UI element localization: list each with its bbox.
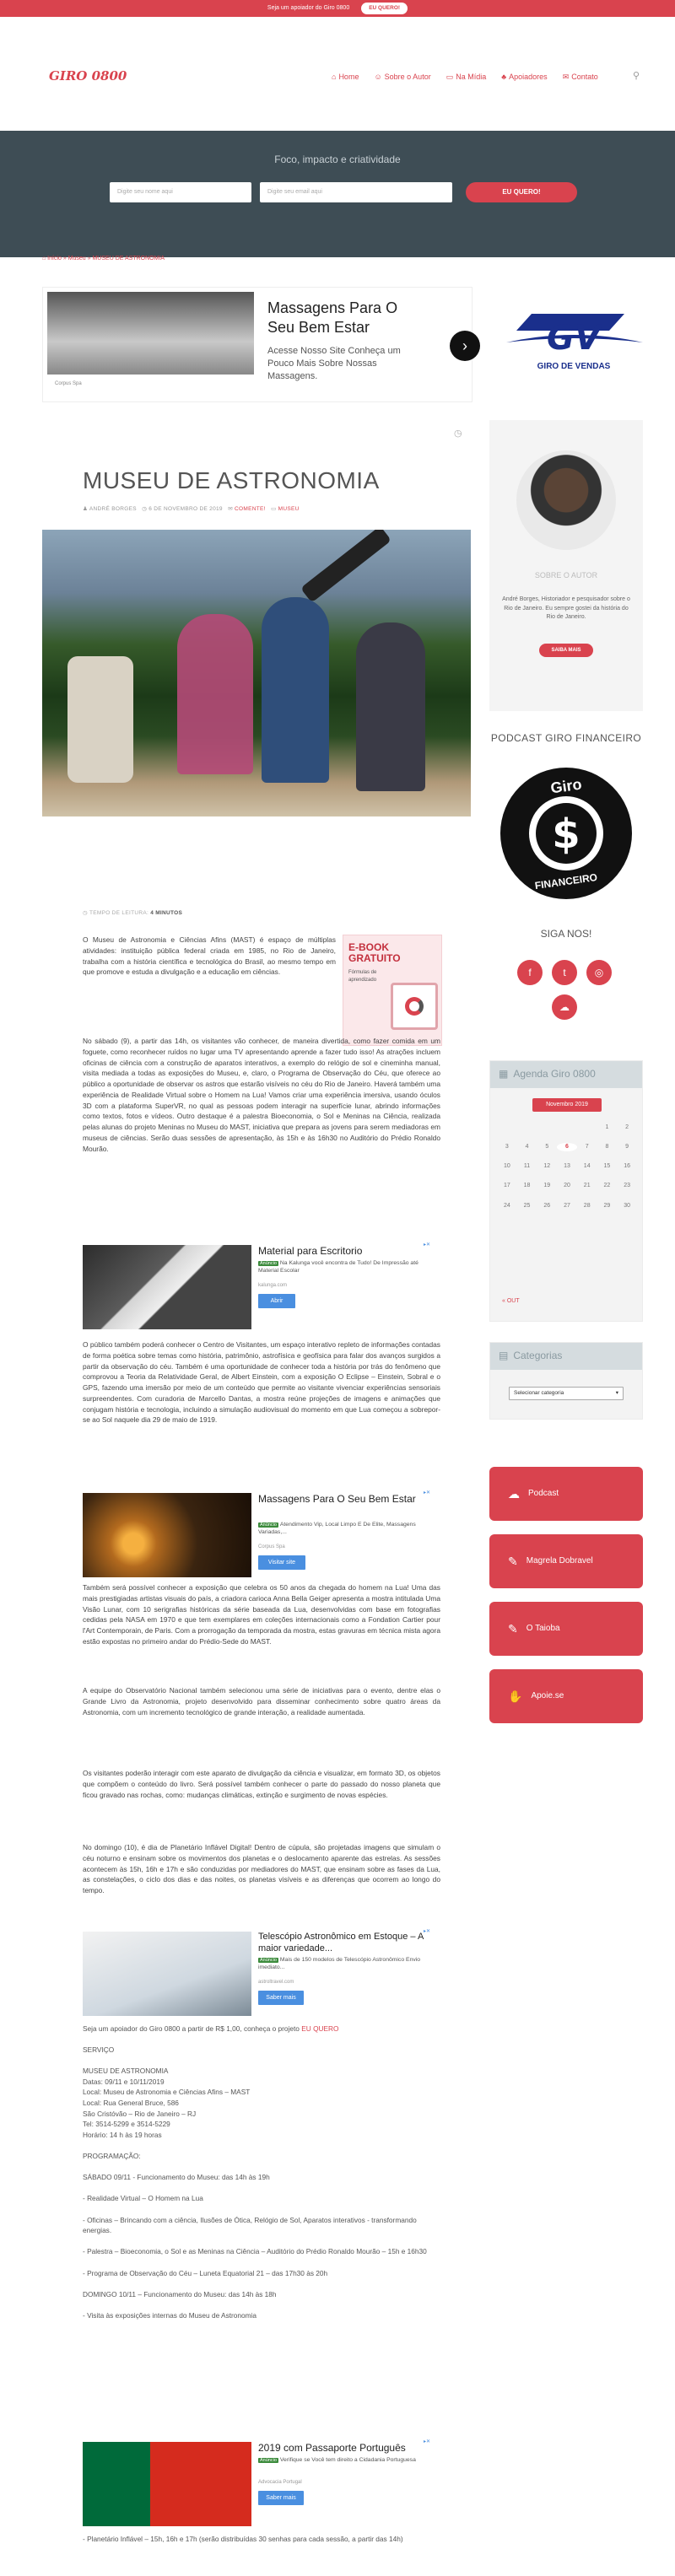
advertisement-kalunga[interactable] bbox=[83, 1242, 430, 1329]
ad-line: Anúncio Atendimento Vip, Local Limpo E De Elite, Massagens Variadas,... bbox=[258, 1522, 416, 1535]
svg-text:GV: GV bbox=[547, 319, 601, 358]
visitor-figure bbox=[262, 597, 329, 783]
calendar-day[interactable]: 8 bbox=[605, 1144, 609, 1151]
nav-item-home[interactable] bbox=[332, 72, 359, 83]
ebook-subtitle: Fórmulas de aprendizado bbox=[348, 970, 377, 983]
categories-title: Categorias bbox=[513, 1350, 563, 1362]
nav-label: Home bbox=[338, 73, 359, 81]
giro-de-vendas-logo[interactable] bbox=[498, 302, 650, 386]
comment-icon: ✉ bbox=[228, 506, 235, 512]
ebook-screen-icon bbox=[391, 983, 438, 1030]
service-line: Tel: 3514-5299 e 3514-5229 bbox=[83, 2120, 170, 2129]
pencil-icon: ✎ bbox=[508, 1554, 518, 1568]
calendar-day[interactable]: 22 bbox=[603, 1183, 611, 1189]
categories-header bbox=[490, 1343, 642, 1370]
nav-item-contact[interactable] bbox=[563, 72, 598, 83]
service-line: Datas: 09/11 e 10/11/2019 bbox=[83, 2077, 165, 2086]
ad-image bbox=[47, 292, 254, 375]
ad-button[interactable]: Saber mais bbox=[258, 2491, 304, 2505]
post-comments-link[interactable]: COMENTE! bbox=[235, 506, 266, 512]
author-icon: ♟ bbox=[83, 506, 89, 512]
service-line: SÁBADO 09/11 - Funcionamento do Museu: das 14h às 19h bbox=[83, 2173, 270, 2182]
calendar-day bbox=[577, 1124, 597, 1132]
calendar-day[interactable]: 9 bbox=[625, 1144, 629, 1151]
calendar-day[interactable]: 14 bbox=[583, 1163, 591, 1170]
nav-label: Na Mídia bbox=[456, 73, 487, 81]
calendar-day[interactable]: 20 bbox=[564, 1183, 570, 1189]
calendar-day[interactable]: 21 bbox=[583, 1183, 591, 1189]
advertisement-telescope[interactable] bbox=[83, 1929, 430, 2016]
ad-image bbox=[83, 1245, 251, 1329]
support-text: Seja um apoiador do Giro 0800 a partir de R$ 1,00, conheça o projeto bbox=[83, 2024, 300, 2033]
follow-title: SIGA NOS! bbox=[540, 928, 592, 940]
calendar-grid bbox=[497, 1124, 637, 1210]
clock-icon: ◷ bbox=[83, 910, 89, 916]
ad-brand: Corpus Spa bbox=[55, 381, 82, 386]
calendar-day[interactable]: 1 bbox=[605, 1124, 609, 1130]
ad-image bbox=[83, 1493, 251, 1577]
telescope-shape bbox=[300, 530, 392, 603]
ad-image bbox=[83, 1932, 251, 2016]
ad-url: Advocacia Portugal bbox=[258, 2480, 302, 2485]
calendar-day[interactable]: 12 bbox=[543, 1163, 551, 1170]
sidebar-link-magrela[interactable] bbox=[489, 1534, 643, 1588]
visitor-figure bbox=[356, 622, 425, 791]
calendar-day[interactable]: 3 bbox=[505, 1144, 509, 1151]
chair-shape bbox=[68, 656, 133, 783]
reading-value: 4 MINUTOS bbox=[150, 910, 183, 916]
service-line: Horário: 14 h às 19 horas bbox=[83, 2130, 162, 2139]
reading-time bbox=[83, 909, 182, 917]
soundcloud-icon[interactable]: ☁ bbox=[552, 994, 577, 1020]
service-line bbox=[83, 2278, 437, 2289]
advertisement-spa[interactable] bbox=[83, 1490, 430, 1577]
ad-url: astroltravel.com bbox=[258, 1980, 294, 1985]
ad-button[interactable]: Abrir bbox=[258, 1294, 295, 1308]
group-icon: ♣ bbox=[501, 73, 507, 81]
ad-choices-icon[interactable]: ▸✕ bbox=[423, 1929, 430, 1934]
calendar-day[interactable]: 18 bbox=[523, 1183, 531, 1189]
calendar-day bbox=[517, 1124, 537, 1132]
service-last-line: - Planetário Inflável – 15h, 16h e 17h (serão distribuídas 30 senhas para cada sessão, a partir das 14h) bbox=[83, 2535, 403, 2543]
nav-item-media[interactable] bbox=[446, 72, 487, 83]
post-author[interactable]: ANDRÉ BORGES bbox=[89, 506, 137, 512]
instagram-icon[interactable]: ◎ bbox=[586, 960, 612, 985]
paragraph-4: Também será possível conhecer a exposição que celebra os 50 anos da chegada do homem na Lua! Uma das mais prestigiadas artistas visuais do país, a criadora carioca Anna Bella Geiger apresenta a mostra intitulada Uma Visão Lunar, com 10 serigrafias históricas da série baseada da Lua, desenvolvidas com base em fotografias cedidas pela NASA em 1970 e que tem exemplares em coleções internacionais como a Fondation Cartier pour l'Art Contemporain, de Paris. Com a prorrogação da temporada da mostra, estas gravuras em técnica mista agora estão expostas no primeiro andar do Prédio-Sede do MAST. bbox=[83, 1583, 440, 1646]
nav-label: Apoiadores bbox=[509, 73, 548, 81]
ad-title: Telescópio Astronômico em Estoque – A maior variedade... bbox=[258, 1932, 424, 1954]
facebook-icon[interactable]: f bbox=[517, 960, 543, 985]
sidebar-link-label: Podcast bbox=[528, 1488, 559, 1498]
giro-financeiro-logo[interactable] bbox=[496, 763, 636, 903]
calendar-day[interactable]: 11 bbox=[523, 1163, 531, 1170]
service-line: Local: Rua General Bruce, 586 bbox=[83, 2099, 179, 2108]
service-line bbox=[83, 2257, 437, 2268]
gv-caption: GIRO DE VENDAS bbox=[537, 362, 611, 371]
service-line bbox=[83, 2300, 437, 2311]
hero-tagline: Foco, impacto e criatividade bbox=[274, 154, 401, 165]
author-bio: André Borges, Historiador e pesquisador sobre o Rio de Janeiro. Eu sempre gostei da história do Rio de Janeiro. bbox=[502, 596, 630, 620]
svg-text:$: $ bbox=[552, 811, 580, 858]
calendar-header bbox=[490, 1061, 642, 1088]
visitor-figure bbox=[177, 614, 253, 774]
ebook-title: E-BOOK GRATUITO bbox=[348, 941, 401, 965]
service-line bbox=[83, 2162, 437, 2173]
author-widget bbox=[489, 420, 643, 711]
author-more-button[interactable]: SAIBA MAIS bbox=[539, 644, 593, 657]
service-line: PROGRAMAÇÃO: bbox=[83, 2152, 141, 2161]
calendar-day[interactable]: 16 bbox=[624, 1163, 631, 1170]
ad-arrow-icon[interactable]: › bbox=[450, 331, 480, 361]
nav-label: Sobre o Autor bbox=[384, 73, 431, 81]
calendar-day[interactable]: 15 bbox=[603, 1163, 611, 1170]
name-input[interactable]: Digite seu nome aqui bbox=[110, 182, 251, 202]
breadcrumb[interactable]: ⌂ Início » Museu » MUSEU DE ASTRONOMIA bbox=[42, 256, 165, 261]
post-date: 6 DE NOVEMBRO DE 2019 bbox=[148, 506, 223, 512]
clock-icon: ◷ bbox=[454, 428, 462, 439]
support-line bbox=[83, 2024, 437, 2034]
calendar-day[interactable]: 27 bbox=[564, 1202, 570, 1209]
social-links bbox=[510, 960, 619, 1020]
sidebar-link-podcast[interactable] bbox=[489, 1467, 643, 1521]
user-icon: ☺ bbox=[374, 73, 382, 81]
sidebar-link-label: Magrela Dobravel bbox=[526, 1555, 593, 1566]
service-line: - Realidade Virtual – O Homem na Lua bbox=[83, 2194, 203, 2203]
giro-top-text: Giro bbox=[549, 775, 583, 797]
ad-choices-icon[interactable]: ▸✕ bbox=[423, 1242, 430, 1248]
twitter-icon[interactable]: t bbox=[552, 960, 577, 985]
ad-title: Massagens Para O Seu Bem Estar bbox=[258, 1493, 416, 1505]
email-input[interactable]: Digite seu email aqui bbox=[260, 182, 452, 202]
pencil-icon: ✎ bbox=[508, 1621, 518, 1636]
folder-icon: ▤ bbox=[499, 1350, 509, 1362]
service-line: São Cristóvão – Rio de Janeiro – RJ bbox=[83, 2109, 197, 2118]
top-announcement-bar bbox=[0, 0, 675, 17]
post-meta bbox=[83, 505, 300, 513]
calendar-day[interactable]: 29 bbox=[603, 1202, 611, 1209]
home-icon: ⌂ bbox=[332, 73, 337, 81]
gv-logo-graphic bbox=[498, 302, 650, 386]
calendar-day bbox=[537, 1124, 557, 1132]
ad-title: Material para Escritorio bbox=[258, 1245, 363, 1257]
categories-widget bbox=[489, 1342, 643, 1420]
sidebar-link-label: Apoie.se bbox=[531, 1690, 564, 1700]
ebook-banner[interactable] bbox=[343, 935, 442, 1046]
calendar-widget bbox=[489, 1060, 643, 1322]
top-advertisement[interactable] bbox=[42, 287, 472, 402]
category-select[interactable]: Selecionar categoria ▾ bbox=[509, 1387, 624, 1400]
calendar-day[interactable]: 5 bbox=[545, 1144, 549, 1151]
calendar-month: Novembro 2019 bbox=[532, 1098, 602, 1112]
service-line: - Palestra – Bioeconomia, o Sol e as Meninas na Ciência – Auditório do Prédio Ronaldo Mourão – 15h e 16h30 bbox=[83, 2247, 427, 2256]
nav-item-about[interactable] bbox=[374, 72, 430, 83]
paragraph-3: O público também poderá conhecer o Centro de Visitantes, um espaço interativo repleto de informações contadas de forma poética sobre temas como história, patrimônio, astrofísica e geofísica para falar dos avanços surgidos a partir da observação do céu. Também é uma oportunidade de conhecer toda a história por trás do fenômeno que comprovou a Teoria da Relatividade Geral, de Albert Einstein, com a exposição O Eclipse – Einstein, Sobral e o GPS, fazendo uma imersão por meio de um conteúdo que permite ao visitante vivenciar experiências sensoriais surpreendentes. Com curadoria de Marcello Dantas, a mostra reúne projeções de imagens e animações que conjugam história e tecnologia, incluindo a simulação audiovisual do momento em que Lua começou a sobrepor-se ao Sol naquele dia 29 de maio de 1919. bbox=[83, 1340, 440, 1425]
search-icon[interactable]: ⚲ bbox=[633, 71, 640, 81]
sidebar-link-taioba[interactable] bbox=[489, 1602, 643, 1656]
calendar-day[interactable]: 25 bbox=[523, 1202, 531, 1209]
hand-icon: ✋ bbox=[508, 1689, 523, 1703]
calendar-day bbox=[497, 1124, 517, 1132]
ad-line: Anúncio Na Kalunga você encontra de Tudo! De Impressão até Material Escolar bbox=[258, 1260, 418, 1274]
calendar-day[interactable]: 10 bbox=[503, 1163, 510, 1170]
service-line: DOMINGO 10/11 – Funcionamento do Museu: das 14h às 18h bbox=[83, 2289, 277, 2298]
paragraph-5: A equipe do Observatório Nacional também selecionou uma série de iniciativas para o evento, dentre elas o Grande Livro da Astronomia, projeto desenvolvido para disseminar conhecimento sobre quatro áreas da Astronomia, com um incremento tecnológico de grande interação, a realidade aumentada. bbox=[83, 1686, 440, 1716]
service-line bbox=[83, 2236, 437, 2247]
newsletter-hero bbox=[0, 131, 675, 257]
reading-label: TEMPO DE LEITURA: bbox=[89, 910, 149, 916]
date-icon: ◷ bbox=[142, 506, 149, 512]
service-line: Local: Museu de Astronomia e Ciências Afins – MAST bbox=[83, 2088, 251, 2097]
service-line bbox=[83, 2183, 437, 2194]
service-line: - Programa de Observação do Céu – Luneta Equatorial 21 – das 17h30 às 20h bbox=[83, 2268, 328, 2277]
calendar-day[interactable]: 26 bbox=[543, 1202, 551, 1209]
calendar-day[interactable]: 24 bbox=[503, 1202, 510, 1209]
ad-line: Anúncio Mais de 150 modelos de Telescópio Astronômico Envio imediato... bbox=[258, 1957, 421, 1970]
ad-button[interactable]: Visitar site bbox=[258, 1555, 305, 1570]
tv-icon: ▭ bbox=[446, 73, 454, 81]
ad-title: 2019 com Passaporte Português bbox=[258, 2442, 406, 2454]
service-line: - Visita às exposições internas do Museu de Astronomia bbox=[83, 2311, 256, 2320]
calendar-day[interactable]: 28 bbox=[583, 1202, 591, 1209]
ad-choices-icon[interactable]: ▸✕ bbox=[423, 1490, 430, 1495]
site-logo[interactable]: GIRO 0800 bbox=[49, 68, 127, 84]
ad-line: Anúncio Verifique se Você tem direito a Cidadania Portuguesa bbox=[260, 2457, 416, 2463]
ad-url: kalunga.com bbox=[258, 1283, 288, 1288]
sidebar-link-label: O Taioba bbox=[526, 1623, 560, 1633]
author-avatar[interactable] bbox=[516, 450, 616, 550]
service-line: MUSEU DE ASTRONOMIA bbox=[83, 2067, 169, 2076]
podcast-widget-title: PODCAST GIRO FINANCEIRO bbox=[490, 732, 642, 744]
calendar-day[interactable]: 23 bbox=[624, 1183, 631, 1189]
support-link[interactable]: EU QUERO bbox=[301, 2024, 339, 2033]
giro-bottom-text: FINANCEIRO bbox=[533, 870, 598, 892]
mail-icon: ✉ bbox=[562, 73, 570, 81]
service-line bbox=[83, 2204, 437, 2215]
paragraph-2: No sábado (9), a partir das 14h, os visitantes vão conhecer, de maneira divertida, como fazer comida em um foguete, como reconhecer ruídos no lugar uma TV apresentando aprende a fazer tudo isso! As atrações incluem oficinas de ciência com a construção de aparatos interativos, a exemplo do relógio de sol e cineminha manual, visita mediada a todas as exposições do Museu, e, claro, o Programa de Observação do Céu, que oferece ao público a oportunidade de observar os astros que estarão visíveis no céu do Rio de Janeiro. Haverá também uma experiência de Realidade Virtual sobre o Homem na Lua! Vamos criar uma experiência imersiva, usando óculos 3D com a plataforma SuperVR, no qual as pessoas podem interagir na superfície lunar, abrindo informações como textos, fotos e vídeos. Outro destaque é a palestra Bioeconomia, o Sol e Meninas na Ciência, realizada pelas alunas do projeto Meninas no Museu do MAST, iniciativa que prepara as jovens para serem mediadoras em museus de ciências. Serão duas sessões de apresentação, às 15h e às 16h30 no Auditório do Prédio Ronaldo Mourão. bbox=[83, 1037, 440, 1153]
calendar-title: Agenda Giro 0800 bbox=[513, 1068, 596, 1081]
calendar-day[interactable]: 30 bbox=[624, 1202, 631, 1209]
author-widget-title: SOBRE O AUTOR bbox=[534, 571, 598, 579]
ad-url: Corpus Spa bbox=[258, 1544, 285, 1549]
paragraph-1: O Museu de Astronomia e Ciências Afins (MAST) é espaço de múltiplas atividades: instituição pública federal criada em 1985, no Rio de Janeiro, trabalha com a história científica e tecnológica do Brasil, ao mesmo tempo em que promove e estuda a divulgação e a educação em ciências. bbox=[83, 935, 336, 977]
calendar-day[interactable]: 2 bbox=[625, 1124, 629, 1130]
announcement-button[interactable]: EU QUERO! bbox=[361, 3, 408, 13]
nav-label: Contato bbox=[571, 73, 598, 81]
service-line bbox=[83, 2056, 437, 2067]
ad-description: Acesse Nosso Site Conheça um Pouco Mais Sobre Nossas Massagens. bbox=[267, 346, 401, 381]
calendar-day[interactable]: 13 bbox=[564, 1163, 570, 1170]
calendar-prev-link[interactable]: « OUT bbox=[502, 1297, 520, 1304]
soundcloud-icon: ☁ bbox=[508, 1486, 520, 1501]
main-navigation bbox=[332, 72, 598, 83]
folder-icon: ▭ bbox=[271, 506, 278, 512]
ad-choices-icon[interactable]: ▸✕ bbox=[423, 2439, 430, 2444]
paragraph-7: No domingo (10), é dia de Planetário Inflável Digital! Dentro de cúpula, são projetadas imagens que simulam o céu noturno e ensinam sobre os movimentos dos planetas e o deslocamento aparente das estrelas. As sessões acontecem às 15h, 16h e 17h e são conduzidas por mediadores do MAST, que ensinam sobre as fases da Lua, as constelações, o ciclo dos dias e das noites, os planetas visíveis e as diferenças que ocorrem ao longo do tempo. bbox=[83, 1843, 440, 1895]
calendar-day[interactable]: 17 bbox=[503, 1183, 510, 1189]
chevron-down-icon: ▾ bbox=[615, 1390, 618, 1396]
announcement-text: Seja um apoiador do Giro 0800 bbox=[267, 4, 350, 11]
ad-title[interactable]: Massagens Para O Seu Bem Estar bbox=[267, 299, 398, 337]
paragraph-6: Os visitantes poderão interagir com este aparato de divulgação da ciência e visualizar, em formato 3D, os objetos que compõem o conteúdo do livro. Será possível também conhecer o parte do passado do nosso planeta que ficou gravado nas rochas, como: mudanças climáticas, extinção e surgimento de novas espécies. bbox=[83, 1769, 440, 1799]
calendar-day[interactable]: 6 bbox=[557, 1143, 577, 1151]
post-title: MUSEU DE ASTRONOMIA bbox=[83, 467, 380, 493]
calendar-day[interactable]: 19 bbox=[543, 1183, 551, 1189]
service-line bbox=[83, 2140, 437, 2151]
ad-button[interactable]: Saber mais bbox=[258, 1991, 304, 2005]
service-block bbox=[83, 2045, 437, 2321]
service-line: SERVIÇO bbox=[83, 2045, 115, 2054]
ad-image bbox=[83, 2442, 251, 2526]
calendar-day bbox=[557, 1124, 577, 1132]
calendar-icon: ▦ bbox=[499, 1068, 509, 1081]
sidebar-link-apoiese[interactable] bbox=[489, 1669, 643, 1723]
calendar-day[interactable]: 4 bbox=[525, 1144, 529, 1151]
subscribe-button[interactable]: EU QUERO! bbox=[466, 182, 577, 202]
service-line: - Oficinas – Brincando com a ciência, Ilusões de Ótica, Relógio de Sol, Aparatos interativos - transformando energias. bbox=[83, 2215, 417, 2235]
advertisement-passport[interactable] bbox=[83, 2439, 430, 2526]
featured-image bbox=[42, 530, 471, 816]
calendar-day[interactable]: 7 bbox=[585, 1144, 589, 1151]
nav-item-supporters[interactable] bbox=[501, 72, 547, 83]
post-category-link[interactable]: MUSEU bbox=[278, 506, 300, 512]
